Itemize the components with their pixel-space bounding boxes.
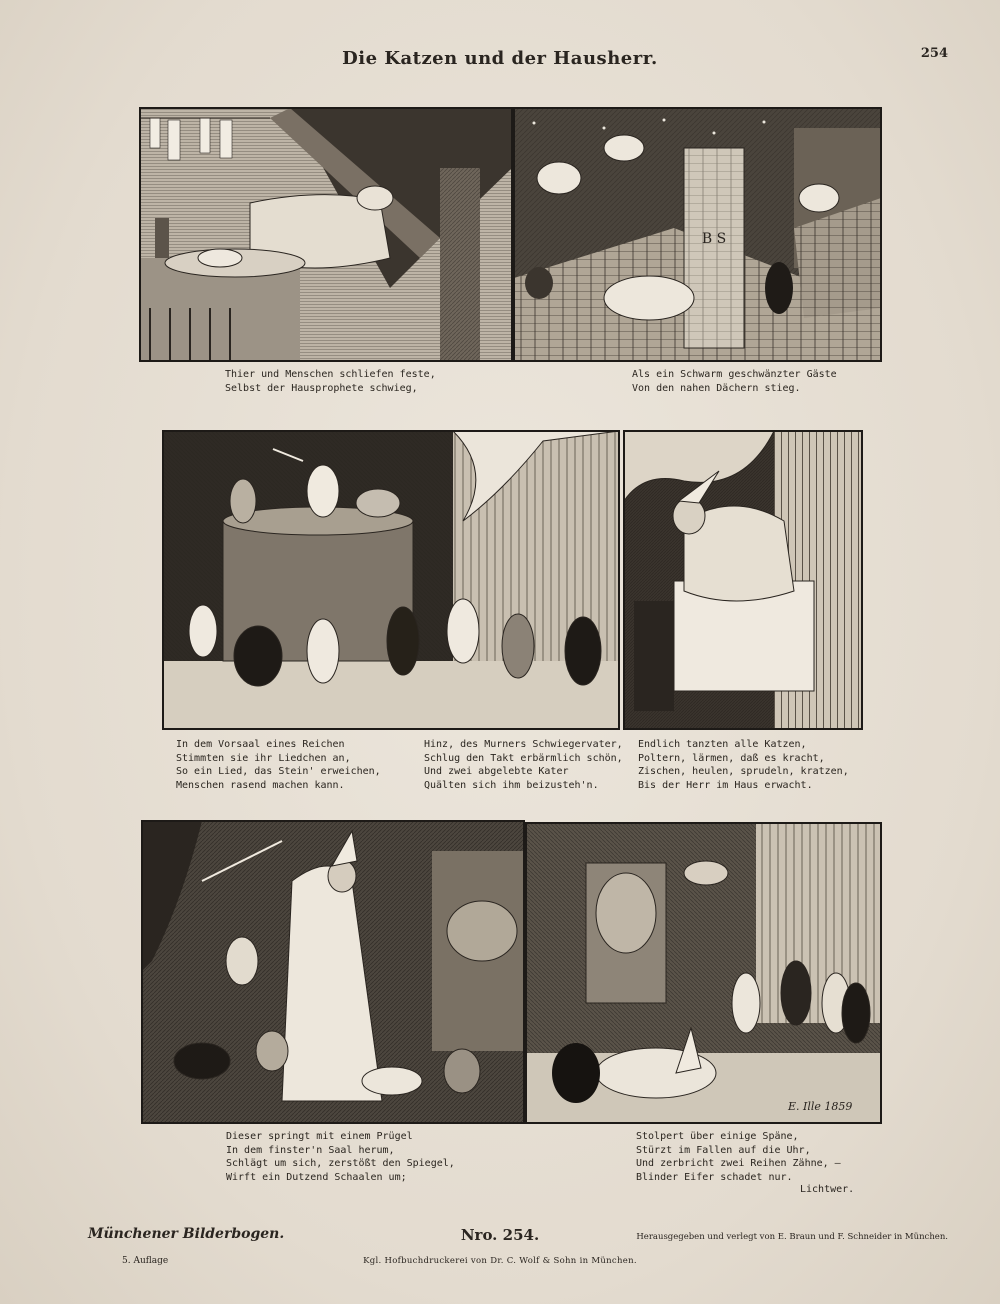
illustration-cats-on-roof [513, 107, 882, 362]
illustration-sleeping-attic [139, 107, 513, 362]
artist-signature: E. Ille 1859 [788, 1100, 853, 1113]
illustration-cat-concert [162, 430, 620, 730]
caption-panel-7: Stolpert über einige Späne, Stürzt im Fallen auf die Uhr, Und zerbricht zwei Reihen Zähne, — Blinder Eifer schadet nur. [636, 1131, 841, 1183]
caption-panel-3: In dem Vorsaal eines Reichen Stimmten sie ihr Liedchen an, So ein Lied, das Stein' erweichen, Menschen rasend machen kann. [176, 739, 381, 791]
series-title: Münchener Bilderbogen. [88, 1226, 285, 1242]
illustration-master-with-stick [141, 820, 525, 1124]
poem-author: Lichtwer. [800, 1184, 855, 1195]
caption-panel-5: Endlich tanzten alle Katzen, Poltern, lärmen, daß es kracht, Zischen, heulen, sprudeln, kratzen, Bis der Herr im Haus erwacht. [638, 739, 849, 791]
illustration-master-in-bed [623, 430, 863, 730]
chimney-inscription: B S [701, 231, 727, 247]
page-number: 254 [920, 46, 948, 61]
caption-panel-2: Als ein Schwarm geschwänzter Gäste Von den nahen Dächern stieg. [632, 369, 837, 394]
edition-note: 5. Auflage [122, 1256, 169, 1266]
caption-panel-4: Hinz, des Murners Schwiegervater, Schlug den Takt erbärmlich schön, Und zwei abgelebte Kater Quälten sich ihm beizusteh'n. [424, 739, 623, 791]
publisher-line: Herausgegeben und verlegt von E. Braun und F. Schneider in München. [636, 1232, 948, 1242]
printer-line: Kgl. Hofbuchdruckerei von Dr. C. Wolf & Sohn in München. [363, 1256, 637, 1266]
illustration-master-falls [525, 822, 882, 1124]
caption-panel-6: Dieser springt mit einem Prügel In dem finster'n Saal herum, Schlägt um sich, zerstößt den Spiegel, Wirft ein Dutzend Schaalen um; [226, 1131, 455, 1183]
sheet-number: Nro. 254. [460, 1226, 540, 1244]
page-title: Die Katzen und der Hausherr. [342, 48, 658, 69]
caption-panel-1: Thier und Menschen schliefen feste, Selbst der Hausprophete schwieg, [225, 369, 436, 394]
